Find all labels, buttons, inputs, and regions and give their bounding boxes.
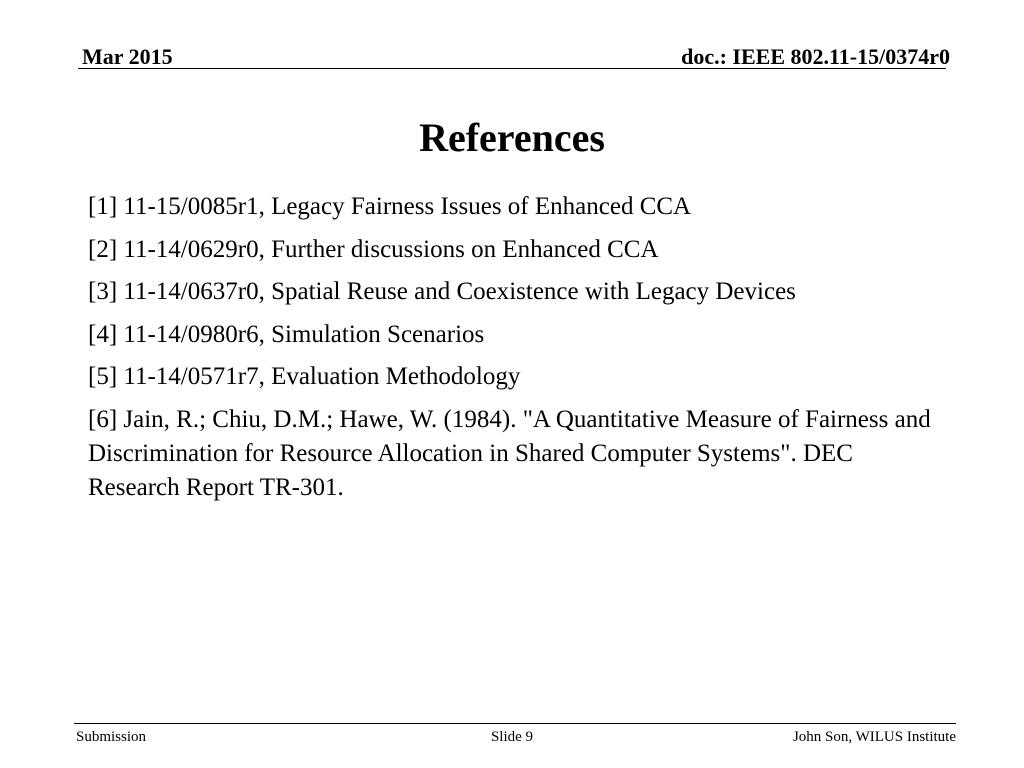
reference-item-3: [3] 11-14/0637r0, Spatial Reuse and Coexistence with Legacy Devices (88, 278, 796, 305)
reference-item-6: [6] Jain, R.; Chiu, D.M.; Hawe, W. (1984). "A Quantitative Measure of Fairness and Discrimination for Resource Allocation in Shared Computer Systems". DEC Research Report TR-301. (88, 405, 931, 501)
footer-submission: Submission (76, 729, 147, 745)
footer-divider (74, 723, 956, 724)
slide-title: References (419, 115, 605, 160)
footer-author: John Son, WILUS Institute (792, 729, 956, 745)
footer-slide-number: Slide 9 (490, 729, 534, 745)
header-divider (78, 68, 946, 69)
references-list (88, 190, 948, 513)
header-date: Mar 2015 (82, 44, 173, 69)
reference-item-5: [5] 11-14/0571r7, Evaluation Methodology (88, 363, 521, 390)
reference-item-1: [1] 11-15/0085r1, Legacy Fairness Issues of Enhanced CCA (88, 193, 692, 220)
reference-item-2: [2] 11-14/0629r0, Further discussions on Enhanced CCA (88, 235, 659, 263)
header-doc-id: doc.: IEEE 802.11-15/0374r0 (681, 44, 950, 69)
reference-item-4: [4] 11-14/0980r6, Simulation Scenarios (88, 320, 485, 348)
